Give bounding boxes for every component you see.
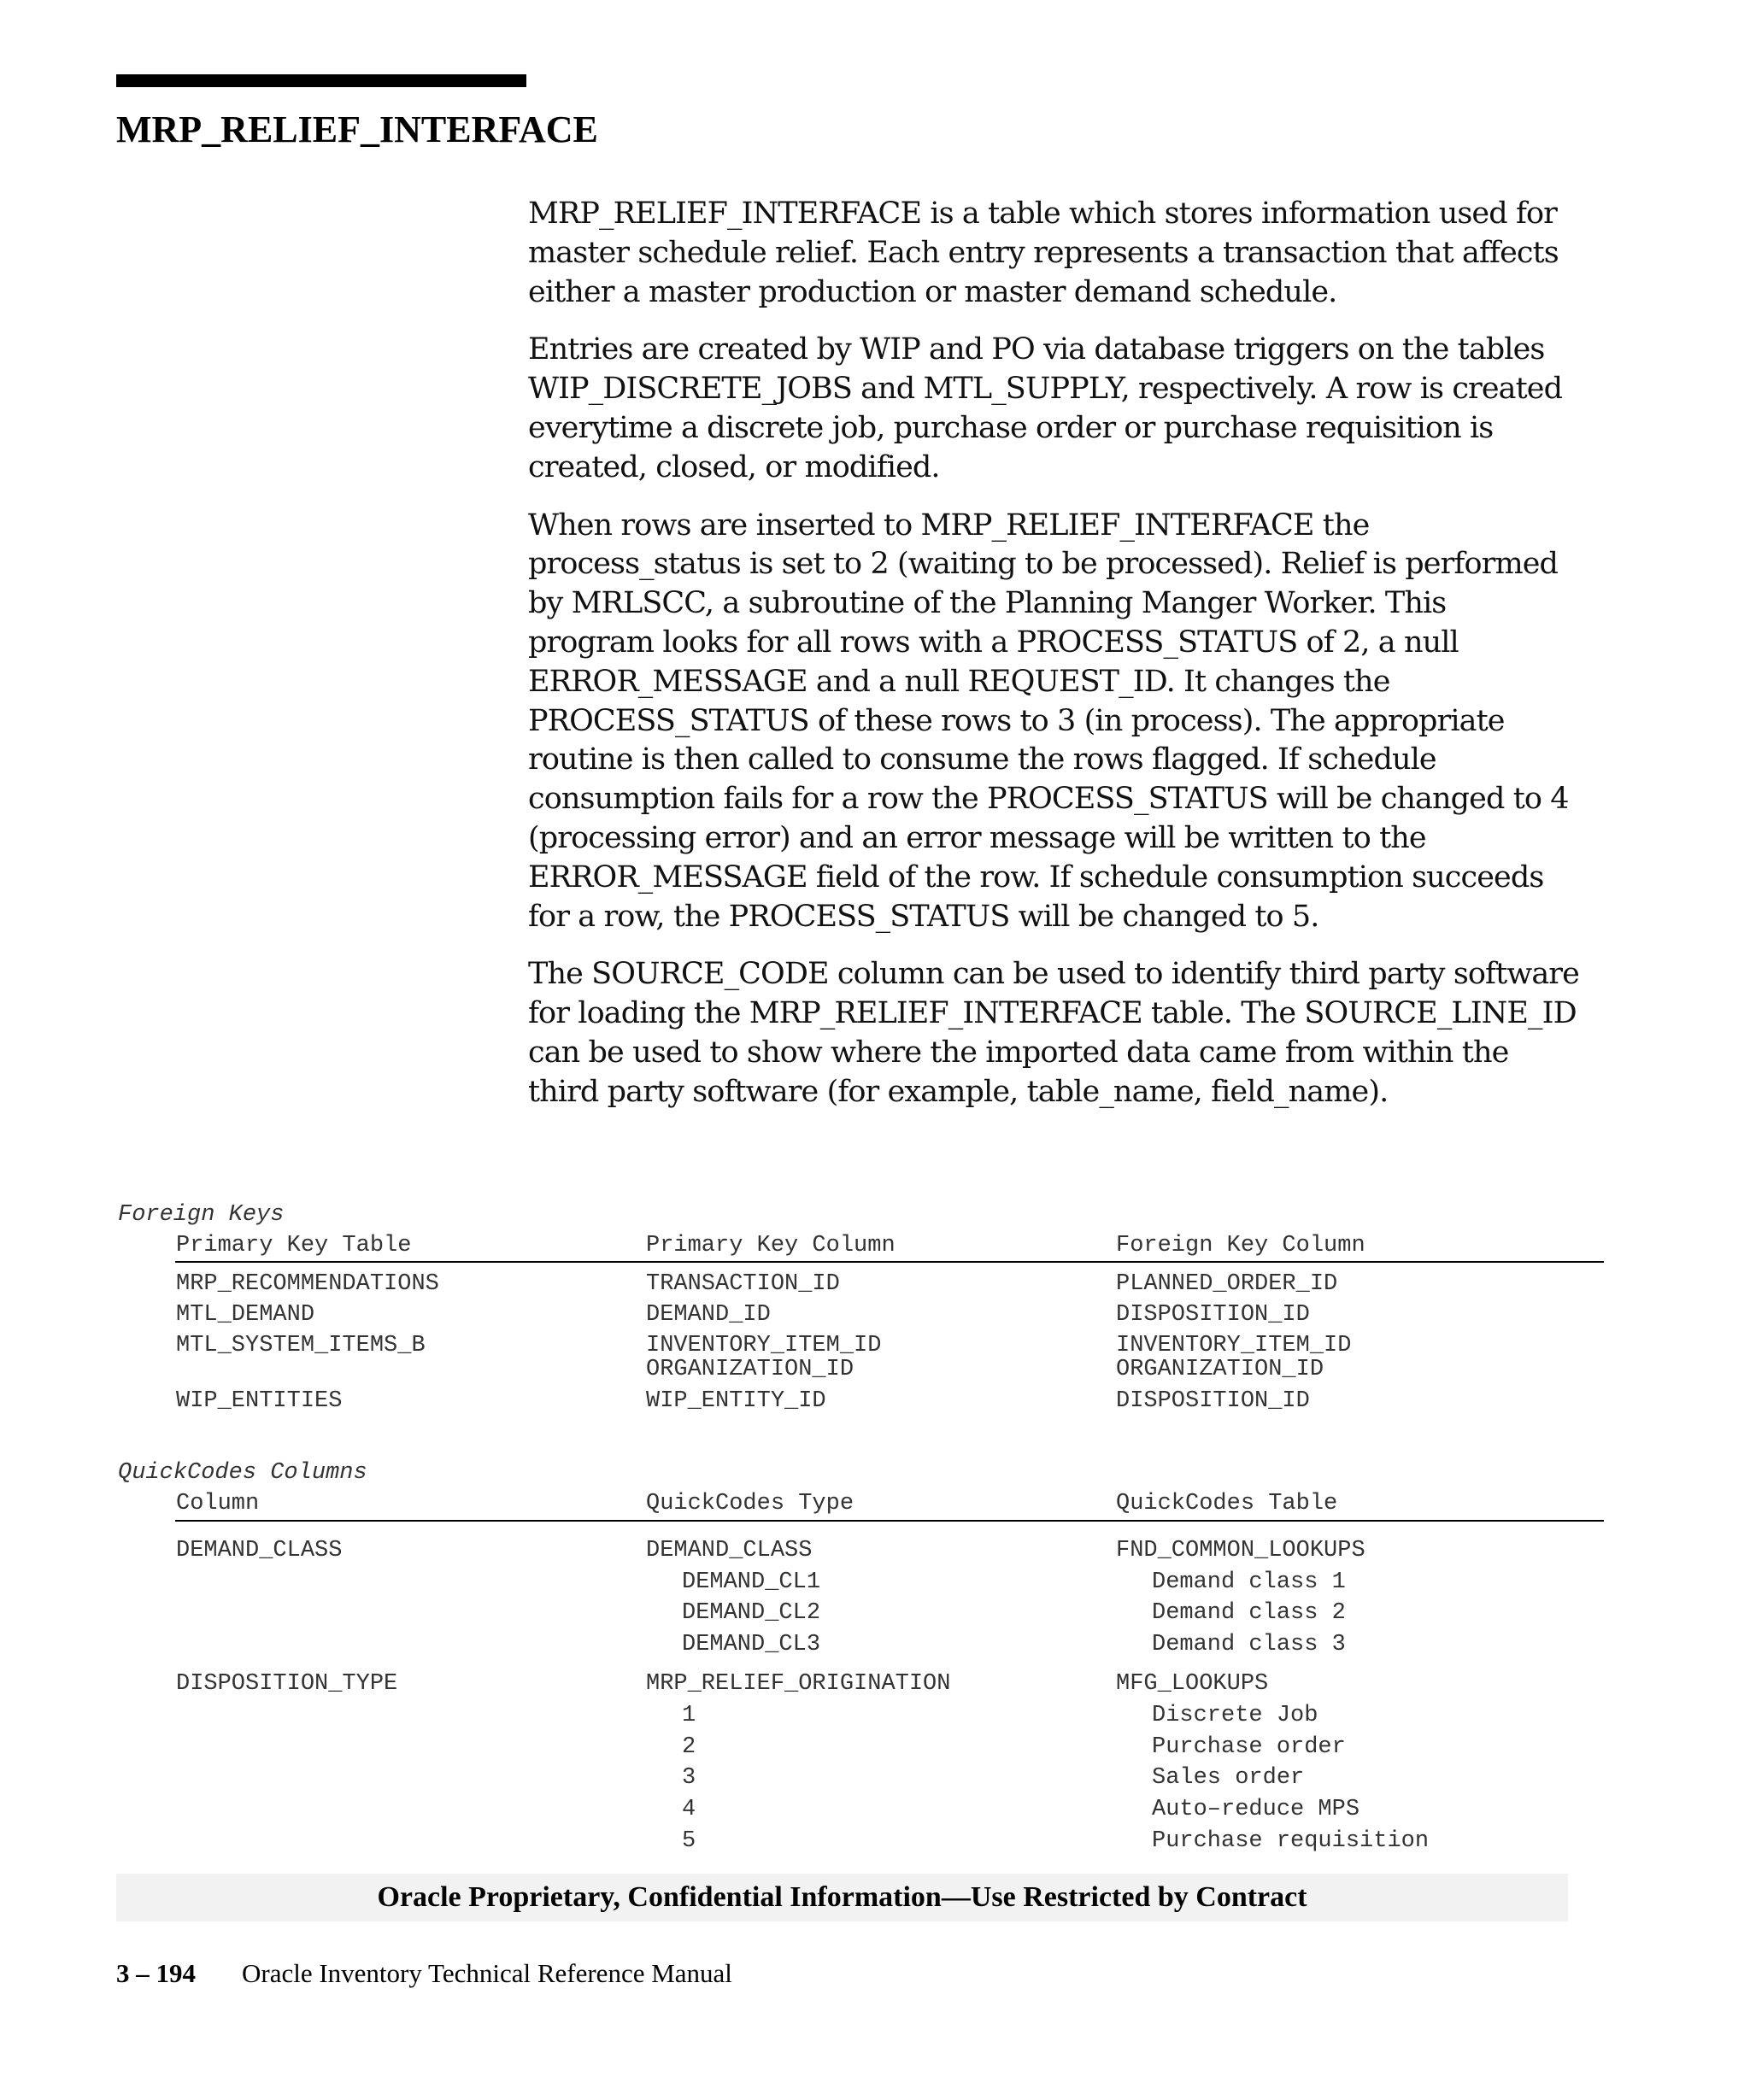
table-cell: MFG_LOOKUPS	[1116, 1671, 1269, 1697]
quickcode-meaning: Auto–reduce MPS	[1152, 1797, 1360, 1822]
qc-header-table: QuickCodes Table	[1116, 1491, 1338, 1516]
table-cell: DISPOSITION_ID	[1116, 1302, 1310, 1328]
table-cell: DISPOSITION_ID	[1116, 1388, 1310, 1414]
quickcode-meaning: Discrete Job	[1152, 1703, 1318, 1728]
fk-header-rule	[175, 1261, 1604, 1263]
quickcode-value: DEMAND_CL1	[682, 1569, 821, 1595]
confidential-notice	[116, 1874, 1568, 1921]
quickcode-meaning: Demand class 3	[1152, 1632, 1346, 1657]
table-cell: WIP_ENTITIES	[176, 1388, 343, 1414]
qc-header-rule	[175, 1520, 1604, 1522]
table-cell: DEMAND_ID	[646, 1302, 771, 1328]
quickcode-value: 2	[682, 1734, 696, 1760]
quickcode-value: 5	[682, 1828, 696, 1854]
fk-header-primary-key-table: Primary Key Table	[176, 1233, 412, 1258]
quickcode-value: DEMAND_CL2	[682, 1600, 821, 1626]
quickcode-value: 4	[682, 1797, 696, 1822]
table-cell: PLANNED_ORDER_ID	[1116, 1271, 1338, 1297]
table-cell: TRANSACTION_ID	[646, 1271, 840, 1297]
paragraph: The SOURCE_CODE column can be used to identify third party software for loading the MRP_RELIEF_INTERFACE table. The SOURCE_LINE_ID can be used to show where the imported data came from within the third party software (for example, table_name, field_name).	[528, 957, 1579, 1109]
header-rule	[116, 74, 526, 87]
quickcodes-title: QuickCodes Columns	[118, 1460, 367, 1486]
quickcode-meaning: Sales order	[1152, 1765, 1305, 1791]
table-cell: MTL_DEMAND	[176, 1302, 315, 1328]
table-cell: MRP_RELIEF_ORIGINATION	[646, 1671, 951, 1697]
table-cell: MRP_RECOMMENDATIONS	[176, 1271, 439, 1297]
quickcode-meaning: Purchase order	[1152, 1734, 1346, 1760]
paragraph: MRP_RELIEF_INTERFACE is a table which stores information used for master schedule relief. Each entry represents a transaction that affects either a master production or master demand schedule.	[528, 197, 1559, 309]
table-cell: MTL_SYSTEM_ITEMS_B	[176, 1333, 426, 1358]
table-cell: FND_COMMON_LOOKUPS	[1116, 1538, 1365, 1563]
qc-header-type: QuickCodes Type	[646, 1491, 854, 1516]
fk-header-primary-key-column: Primary Key Column	[646, 1233, 896, 1258]
description-body	[528, 195, 1579, 1131]
fk-header-foreign-key-column: Foreign Key Column	[1116, 1233, 1365, 1258]
manual-title: Oracle Inventory Technical Reference Manual	[242, 1958, 732, 1988]
table-cell: DEMAND_CLASS	[176, 1538, 343, 1563]
table-cell: ORGANIZATION_ID	[646, 1357, 854, 1382]
quickcode-meaning: Demand class 1	[1152, 1569, 1346, 1595]
confidential-notice-text: Oracle Proprietary, Confidential Information––Use Restricted by Contract	[377, 1881, 1307, 1913]
qc-header-column: Column	[176, 1491, 260, 1516]
quickcode-value: 1	[682, 1703, 696, 1728]
quickcode-value: DEMAND_CL3	[682, 1632, 821, 1657]
table-cell: INVENTORY_ITEM_ID	[646, 1333, 882, 1358]
table-cell: INVENTORY_ITEM_ID	[1116, 1333, 1352, 1358]
table-cell: DISPOSITION_TYPE	[176, 1671, 398, 1697]
quickcode-value: 3	[682, 1765, 696, 1791]
foreign-keys-title: Foreign Keys	[118, 1202, 285, 1228]
quickcode-meaning: Demand class 2	[1152, 1600, 1346, 1626]
paragraph: Entries are created by WIP and PO via database triggers on the tables WIP_DISCRETE_JOBS and MTL_SUPPLY, respectively. A row is created everytime a discrete job, purchase order or purchase requisition is created, closed, or modified.	[528, 332, 1563, 484]
table-cell: DEMAND_CLASS	[646, 1538, 813, 1563]
quickcode-meaning: Purchase requisition	[1152, 1828, 1430, 1854]
table-cell: ORGANIZATION_ID	[1116, 1357, 1324, 1382]
page-title: MRP_RELIEF_INTERFACE	[116, 109, 598, 150]
paragraph: When rows are inserted to MRP_RELIEF_INTERFACE the process_status is set to 2 (waiting to be processed). Relief is performed by MRLSCC, a subroutine of the Planning Manger Worker. This program looks for all rows with a PROCESS_STATUS of 2, a null ERROR_MESSAGE and a null REQUEST_ID. It changes the PROCESS_STATUS of these rows to 3 (in process). The appropriate routine is then called to consume the rows flagged. If schedule consumption fails for a row the PROCESS_STATUS will be changed to 4 (processing error) and an error message will be written to the ERROR_MESSAGE field of the row. If schedule consumption succeeds for a row, the PROCESS_STATUS will be changed to 5.	[528, 507, 1569, 934]
table-cell: WIP_ENTITY_ID	[646, 1388, 826, 1414]
page-number: 3 – 194	[116, 1958, 196, 1988]
